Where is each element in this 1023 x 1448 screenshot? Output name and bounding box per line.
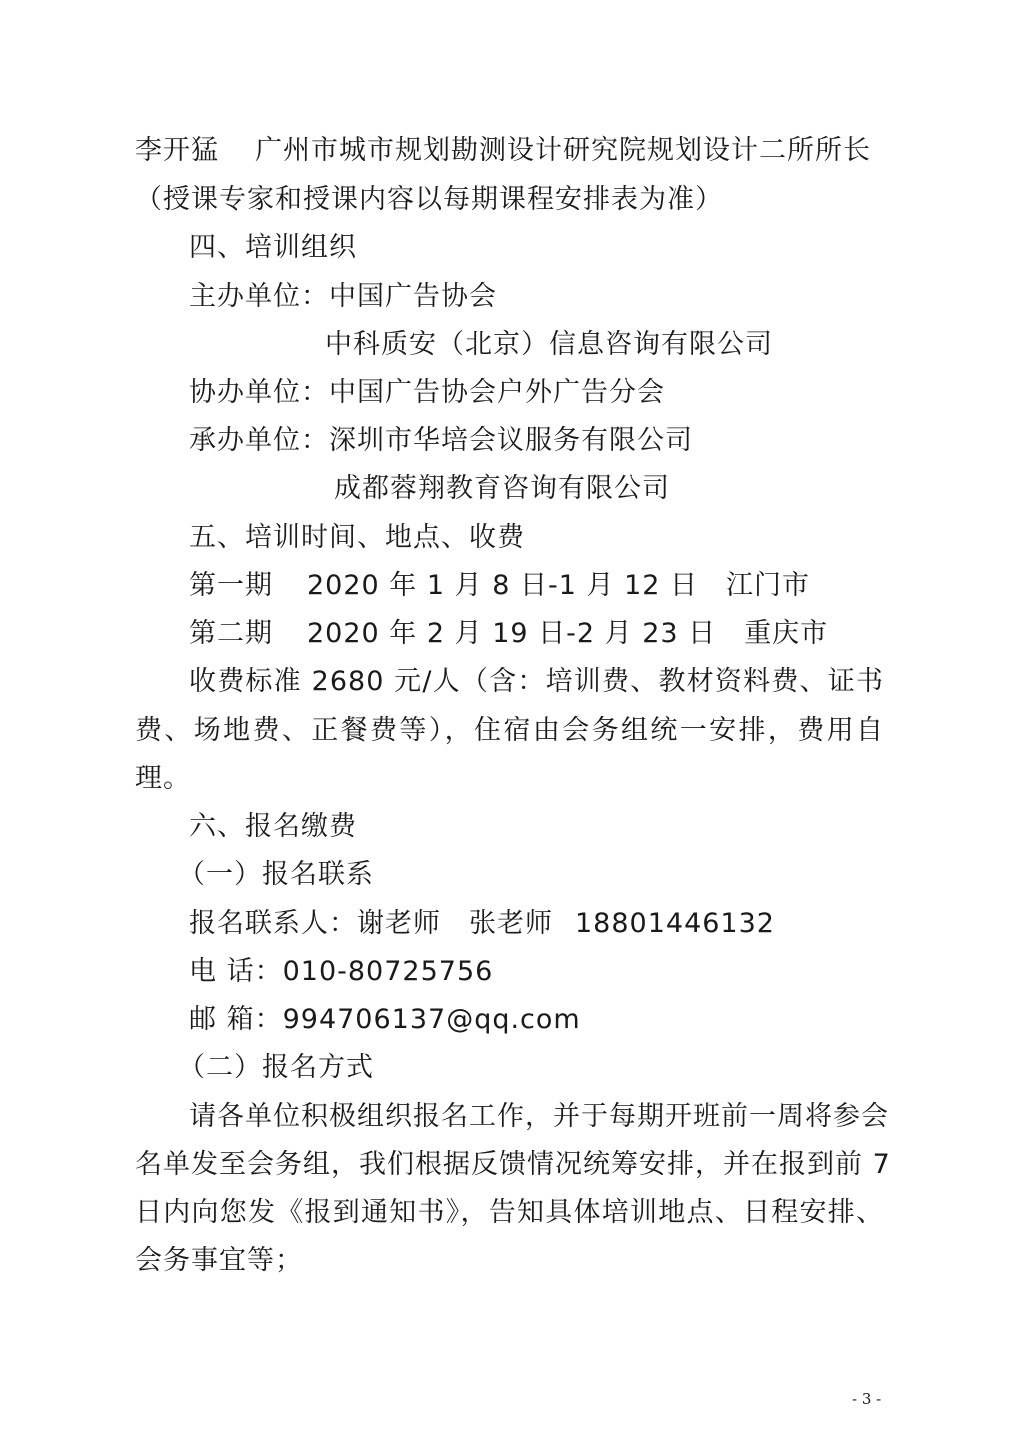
host-value: 中国广告协会 [329,281,497,312]
telephone-label: 电 话： [189,956,283,987]
method-paragraph-line-4: 会务事宜等； [135,1245,303,1276]
co-host-line [189,376,665,410]
method-paragraph-line-3: 日内向您发《报到通知书》，告知具体培训地点、日程安排、 [135,1197,884,1228]
organizer-line-2: 成都蓉翔教育咨询有限公司 [334,473,670,504]
method-paragraph-line-1: 请各单位积极组织报名工作，并于每期开班前一周将参会 [189,1101,889,1132]
method-paragraph-line-2: 名单发至会务组，我们根据反馈情况统筹安排，并在报到前 7 [135,1149,891,1180]
email-label: 邮 箱： [189,1004,283,1035]
section-heading-organization: 四、培训组织 [189,232,357,263]
contact-person-names: 谢老师 张老师 [357,908,553,939]
co-host-value: 中国广告协会户外广告分会 [329,377,665,408]
organizer-label: 承办单位： [189,425,329,456]
organizer-line [189,424,693,458]
period-1-date: 2020 年 1 月 8 日-1 月 12 日 [307,570,699,601]
fee-paragraph-line-1: 收费标准 2680 元/人（含：培训费、教材资料费、证书 [189,666,884,697]
section-heading-schedule: 五、培训时间、地点、收费 [189,522,525,553]
fee-paragraph-line-2: 费、场地费、正餐费等），住宿由会务组统一安排，费用自 [135,715,884,746]
host-line-2: 中科质安（北京）信息咨询有限公司 [325,329,773,360]
contact-phone: 18801446132 [575,908,775,939]
period-1-label: 第一期 [189,570,273,601]
section-heading-registration: 六、报名缴费 [189,811,357,842]
contact-person-line [189,907,775,941]
co-host-label: 协办单位： [189,377,329,408]
subheading-method: （二）报名方式 [178,1052,374,1083]
period-1-city: 江门市 [726,570,811,601]
host-label: 主办单位： [189,281,329,312]
note-line: （授课专家和授课内容以每期课程安排表为准） [135,184,723,215]
fee-paragraph-line-3: 理。 [135,763,191,794]
organizer-value: 深圳市华培会议服务有限公司 [329,425,693,456]
subheading-contact: （一）报名联系 [178,859,374,890]
period-2-date: 2020 年 2 月 19 日-2 月 23 日 [307,618,717,649]
page-number: - 3 - [852,1390,882,1408]
email-line [189,1003,581,1037]
period-2-line [189,617,828,651]
email-value: 994706137@qq.com [282,1004,581,1035]
period-1-line [189,569,810,603]
expert-name: 李开猛 [135,135,219,166]
contact-person-label: 报名联系人： [189,908,357,939]
expert-title: 广州市城市规划勘测设计研究院规划设计二所所长 [255,135,871,166]
period-2-label: 第二期 [189,618,273,649]
expert-line [135,134,871,168]
telephone-value: 010-80725756 [282,956,494,987]
telephone-line [189,955,493,989]
period-2-city: 重庆市 [744,618,829,649]
host-line [189,280,497,314]
